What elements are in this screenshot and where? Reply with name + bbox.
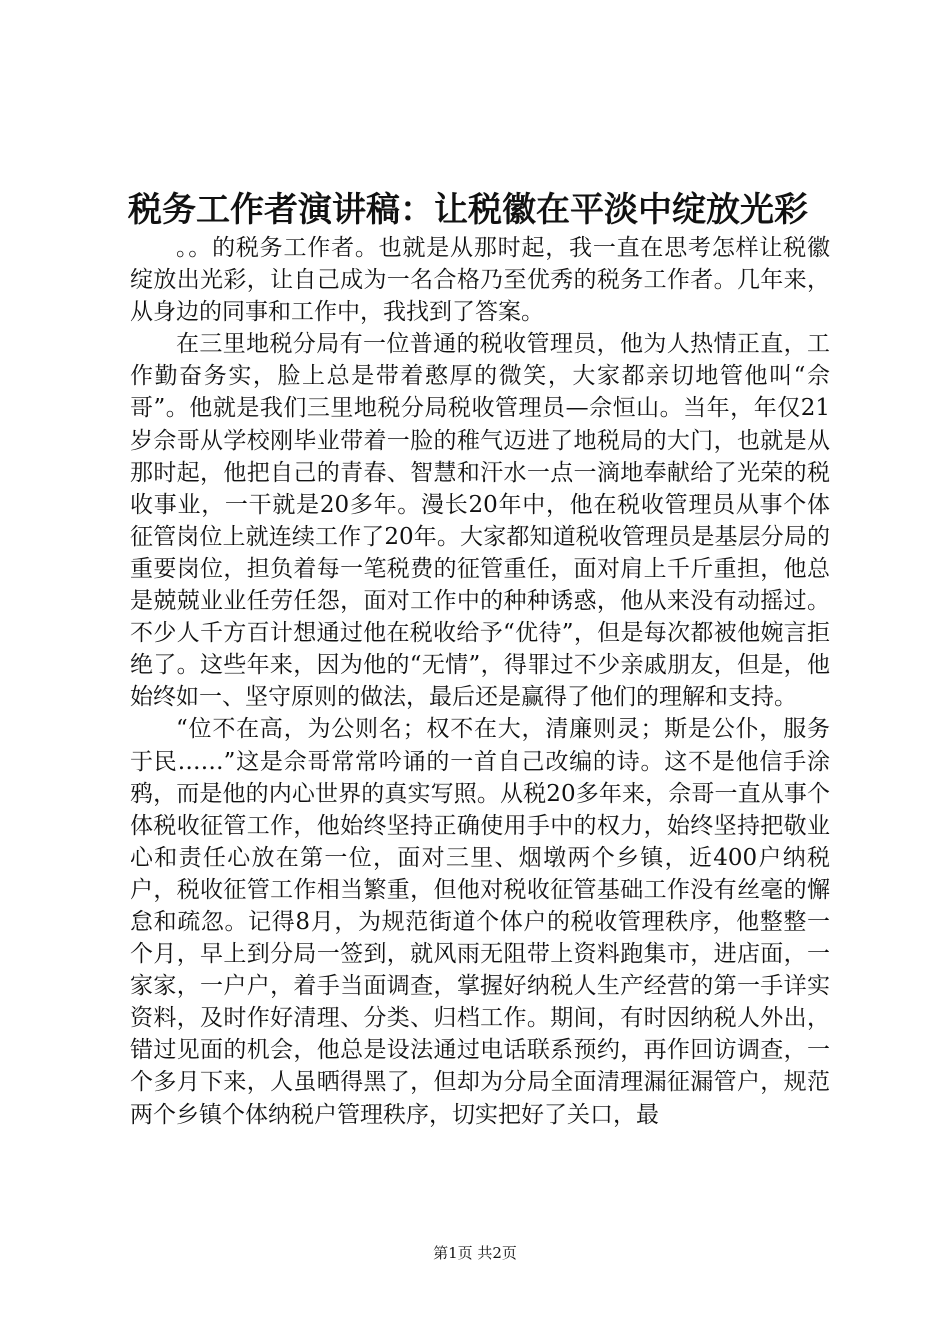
paragraph-3: “位不在高，为公则名；权不在大，清廉则灵；斯是公仆，服务于民……”这是佘哥常常吟诵的一首自己改编的诗。这不是他信手涂鸦，而是他的内心世界的真实写照。从税20多年来，佘哥一直从事个体税收征管工作，他始终坚持正确使用手中的权力，始终坚持把敬业心和责任心放在第一位，面对三里、烟墩两个乡镇，近400户纳税户，税收征管工作相当繁重，但他对税收征管基础工作没有丝毫的懈怠和疏忽。记得8月，为规范街道个体户的税收管理秩序，他整整一个月，早上到分局一签到，就风雨无阻带上资料跑集市，进店面，一家家，一户户，着手当面调查，掌握好纳税人生产经营的第一手详实资料，及时作好清理、分类、归档工作。期间，有时因纳税人外出，错过见面的机会，他总是设法通过电话联系预约，再作回访调查，一个多月下来，人虽晒得黑了，但却为分局全面清理漏征漏管户，规范两个乡镇个体纳税户管理秩序，切实把好了关口，最: [130, 716, 830, 1128]
document-title: 税务工作者演讲稿：让税徽在平淡中绽放光彩: [128, 190, 808, 230]
paragraph-1: 。。的税务工作者。也就是从那时起，我一直在思考怎样让税徽绽放出光彩，让自己成为一名合格乃至优秀的税务工作者。几年来，从身边的同事和工作中，我找到了答案。: [130, 235, 830, 326]
paragraph-2: 在三里地税分局有一位普通的税收管理员，他为人热情正直，工作勤奋务实，脸上总是带着憨厚的微笑，大家都亲切地管他叫“佘哥”。他就是我们三里地税分局税收管理员—佘恒山。当年，年仅21岁佘哥从学校刚毕业带着一脸的稚气迈进了地税局的大门，也就是从那时起，他把自己的青春、智慧和汗水一点一滴地奉献给了光荣的税收事业，一干就是20多年。漫长20年中，他在税收管理员从事个体征管岗位上就连续工作了20年。大家都知道税收管理员是基层分局的重要岗位，担负着每一笔税费的征管重任，面对肩上千斤重担，他总是兢兢业业任劳任怨，面对工作中的种种诱惑，他从来没有动摇过。不少人千方百计想通过他在税收给予“优待”，但是每次都被他婉言拒绝了。这些年来，因为他的“无情”，得罪过不少亲戚朋友，但是，他始终如一、坚守原则的做法，最后还是赢得了他们的理解和支持。: [130, 331, 830, 711]
document-body: [130, 232, 830, 1131]
page-footer: 第1页 共2页: [433, 1244, 517, 1262]
